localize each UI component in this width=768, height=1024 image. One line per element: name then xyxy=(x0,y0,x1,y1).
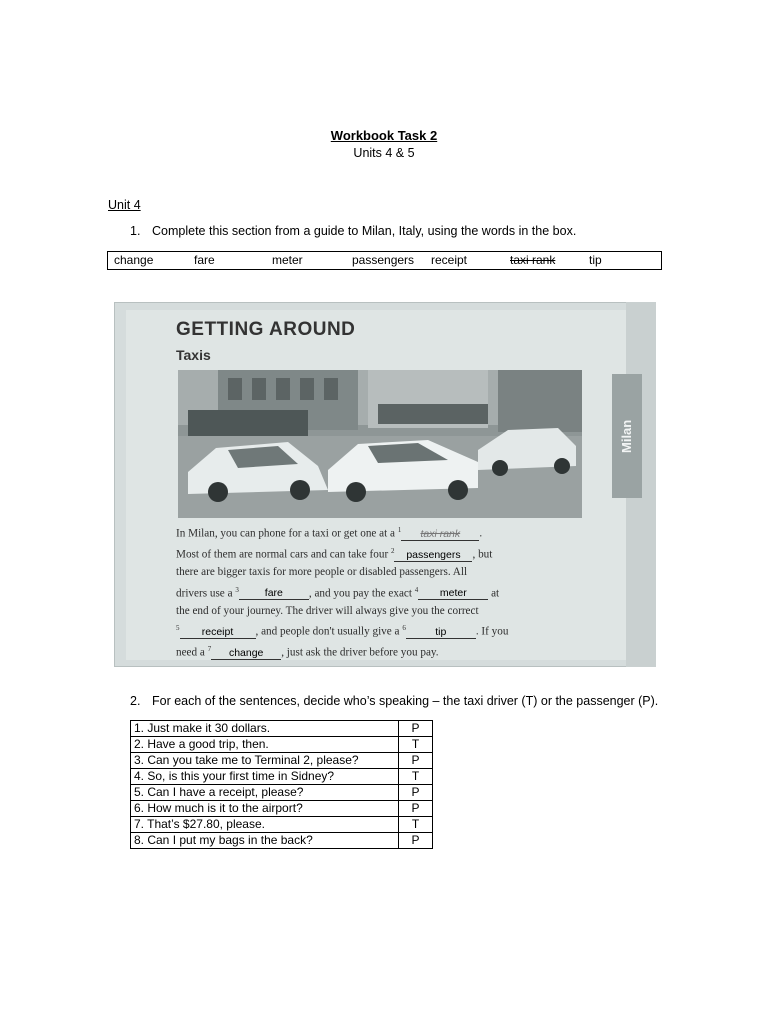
answer-blank-7[interactable]: change xyxy=(211,648,281,660)
blank-number: 4 xyxy=(414,585,419,594)
answer-blank-5[interactable]: receipt xyxy=(180,627,256,639)
side-tab xyxy=(612,374,642,498)
blank-number: 3 xyxy=(235,585,239,594)
passage-text: Most of them are normal cars and can take four xyxy=(176,548,391,561)
table-row xyxy=(131,721,433,737)
table-row xyxy=(131,785,433,801)
answer-cell[interactable]: P xyxy=(399,721,433,737)
passage-text: , and people don't usually give a xyxy=(255,625,403,638)
answer-cell[interactable]: T xyxy=(399,737,433,753)
word-box xyxy=(107,251,662,270)
question-2-text: For each of the sentences, decide who’s speaking – the taxi driver (T) or the passenger (P). xyxy=(152,694,659,708)
word-box-item: fare xyxy=(194,253,215,267)
question-2 xyxy=(130,694,658,708)
table-row xyxy=(131,833,433,849)
book-subheading: Taxis xyxy=(176,347,211,363)
passage-text: there are bigger taxis for more people or disabled passengers. All xyxy=(176,566,468,579)
question-1-number: 1. xyxy=(130,224,141,238)
passage-text: drivers use a xyxy=(176,587,236,600)
answer-blank-1[interactable]: taxi rank xyxy=(401,529,479,541)
blank-number: 1 xyxy=(397,526,402,534)
blank-number: 7 xyxy=(207,645,212,654)
passage-text: . If you xyxy=(475,625,509,638)
question-2-number: 2. xyxy=(130,694,141,708)
passage-text: at xyxy=(488,587,500,600)
blank-number: 6 xyxy=(402,624,406,633)
passage-text: need a xyxy=(176,647,208,660)
passage-text: the end of your journey. The driver will always give you the correct xyxy=(176,604,479,617)
speaker-table xyxy=(130,720,433,849)
word-box-item: tip xyxy=(589,253,602,267)
answer-cell[interactable]: T xyxy=(399,769,433,785)
sentence-cell: 4. So, is this your first time in Sidney? xyxy=(131,769,399,785)
answer-cell[interactable]: P xyxy=(399,785,433,801)
sentence-cell: 5. Can I have a receipt, please? xyxy=(131,785,399,801)
blank-number: 5 xyxy=(176,624,180,633)
unit-heading: Unit 4 xyxy=(108,198,141,212)
passage-text: , and you pay the exact xyxy=(308,587,415,600)
passage-text: , just ask the driver before you pay. xyxy=(281,647,439,660)
answer-blank-2[interactable]: passengers xyxy=(394,550,472,562)
answer-cell[interactable]: T xyxy=(399,817,433,833)
answer-blank-3[interactable]: fare xyxy=(239,588,309,600)
sentence-cell: 2. Have a good trip, then. xyxy=(131,737,399,753)
answer-cell[interactable]: P xyxy=(399,833,433,849)
word-box-item: meter xyxy=(272,253,303,267)
blank-number: 2 xyxy=(390,547,395,556)
table-row xyxy=(131,769,433,785)
table-row xyxy=(131,753,433,769)
word-box-item: receipt xyxy=(431,253,468,267)
answer-blank-4[interactable]: meter xyxy=(418,588,488,600)
book-heading: GETTING AROUND xyxy=(176,319,356,340)
question-1 xyxy=(130,224,576,238)
sentence-cell: 7. That’s $27.80, please. xyxy=(131,817,399,833)
page-title: Workbook Task 2 xyxy=(330,128,438,143)
table-row xyxy=(131,801,433,817)
page-subtitle: Units 4 & 5 xyxy=(353,146,415,160)
answer-cell[interactable]: P xyxy=(399,753,433,769)
sentence-cell: 1. Just make it 30 dollars. xyxy=(131,721,399,737)
sentence-cell: 3. Can you take me to Terminal 2, please? xyxy=(131,753,399,769)
sentence-cell: 6. How much is it to the airport? xyxy=(131,801,399,817)
passage-text: , but xyxy=(472,548,493,561)
table-row xyxy=(131,737,433,753)
textbook-scan xyxy=(114,302,656,667)
word-box-item: change xyxy=(114,253,154,267)
passage-text: . xyxy=(479,527,483,540)
side-tab-label: Milan xyxy=(619,419,634,453)
question-1-text: Complete this section from a guide to Milan, Italy, using the words in the box. xyxy=(152,224,577,238)
table-row xyxy=(131,817,433,833)
answer-blank-6[interactable]: tip xyxy=(406,627,476,639)
word-box-item: taxi rank xyxy=(510,253,556,267)
passage xyxy=(176,522,576,663)
passage-text: In Milan, you can phone for a taxi or get one at a xyxy=(176,527,398,540)
word-box-item: passengers xyxy=(352,253,415,267)
sentence-cell: 8. Can I put my bags in the back? xyxy=(131,833,399,849)
answer-cell[interactable]: P xyxy=(399,801,433,817)
taxi-photo xyxy=(178,370,582,518)
